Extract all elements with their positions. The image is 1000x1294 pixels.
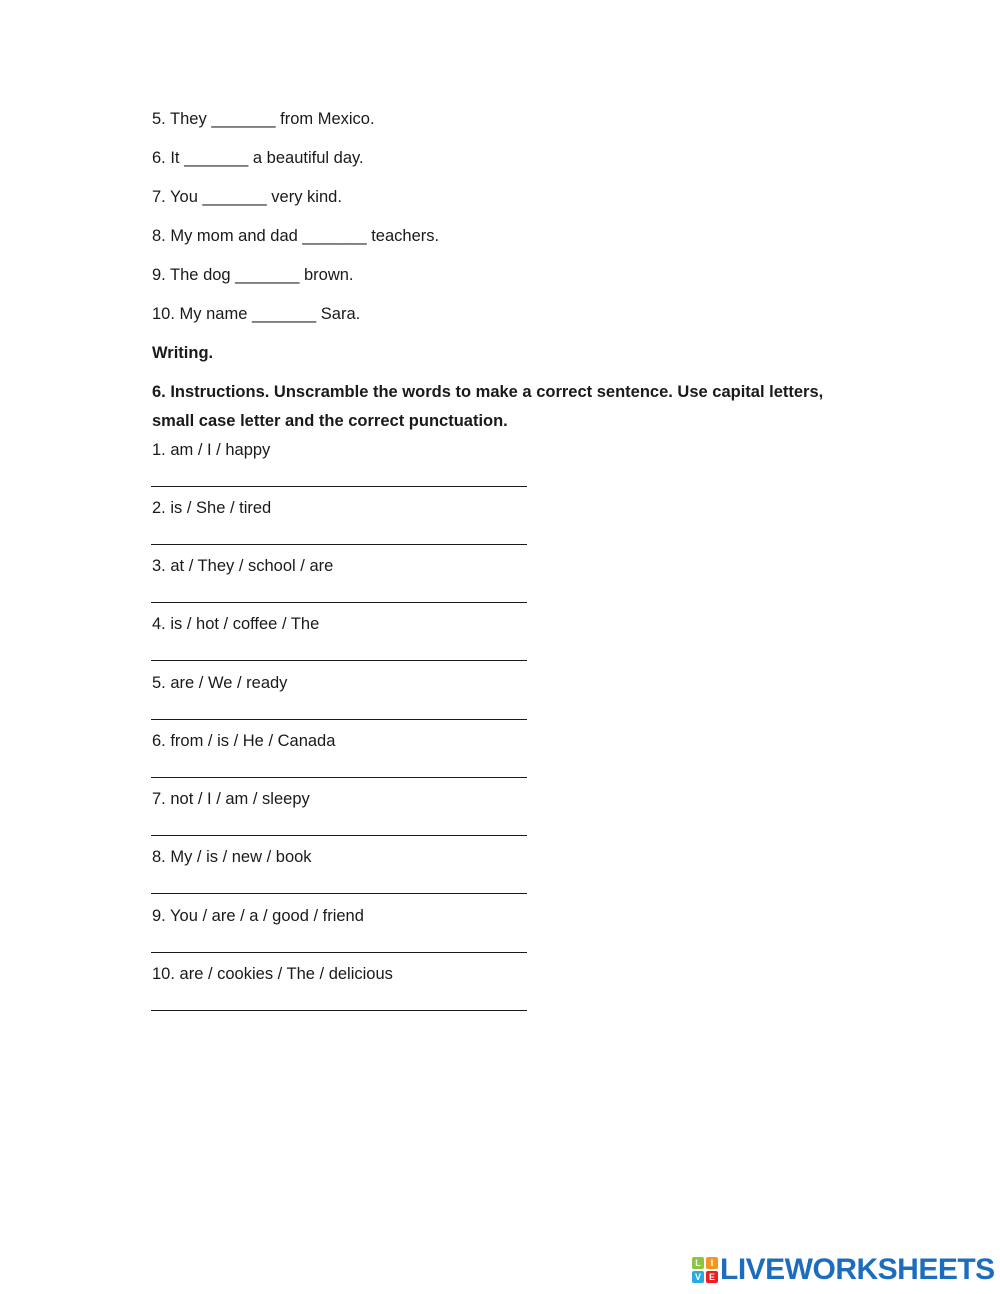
instructions-line-2: small case letter and the correct punctuation. (152, 412, 508, 430)
fill-in-item-6: 6. It _______ a beautiful day. (152, 149, 364, 167)
logo-tile-e: E (706, 1271, 718, 1283)
unscramble-item-5: 5. are / We / ready (152, 674, 288, 692)
fill-in-item-8: 8. My mom and dad _______ teachers. (152, 227, 440, 245)
answer-line-6[interactable] (151, 777, 527, 778)
logo-tile-v: V (692, 1271, 704, 1283)
unscramble-item-9: 9. You / are / a / good / friend (152, 907, 364, 925)
answer-line-2[interactable] (151, 544, 527, 545)
instructions-line-1: 6. Instructions. Unscramble the words to make a correct sentence. Use capital letters, (152, 383, 824, 401)
unscramble-item-2: 2. is / She / tired (152, 499, 272, 517)
answer-line-10[interactable] (151, 1010, 527, 1011)
answer-line-7[interactable] (151, 835, 527, 836)
fill-in-item-9: 9. The dog _______ brown. (152, 266, 354, 284)
unscramble-item-1: 1. am / I / happy (152, 441, 271, 459)
writing-heading: Writing. (152, 344, 214, 362)
answer-line-5[interactable] (151, 719, 527, 720)
fill-in-item-7: 7. You _______ very kind. (152, 188, 342, 206)
unscramble-item-7: 7. not / I / am / sleepy (152, 790, 310, 808)
unscramble-item-6: 6. from / is / He / Canada (152, 732, 336, 750)
fill-in-item-10: 10. My name _______ Sara. (152, 305, 361, 323)
logo-text: LIVEWORKSHEETS (720, 1253, 995, 1286)
unscramble-item-10: 10. are / cookies / The / delicious (152, 965, 393, 983)
answer-line-9[interactable] (151, 952, 527, 953)
liveworksheets-logo (692, 1254, 995, 1286)
answer-line-3[interactable] (151, 602, 527, 603)
logo-tile-i: I (706, 1257, 718, 1269)
unscramble-item-3: 3. at / They / school / are (152, 557, 334, 575)
answer-line-1[interactable] (151, 486, 527, 487)
unscramble-item-4: 4. is / hot / coffee / The (152, 615, 320, 633)
liveworksheets-logo-icon (692, 1257, 718, 1283)
fill-in-item-5: 5. They _______ from Mexico. (152, 110, 375, 128)
logo-tile-l: L (692, 1257, 704, 1269)
answer-line-8[interactable] (151, 893, 527, 894)
answer-line-4[interactable] (151, 660, 527, 661)
unscramble-item-8: 8. My / is / new / book (152, 848, 312, 866)
